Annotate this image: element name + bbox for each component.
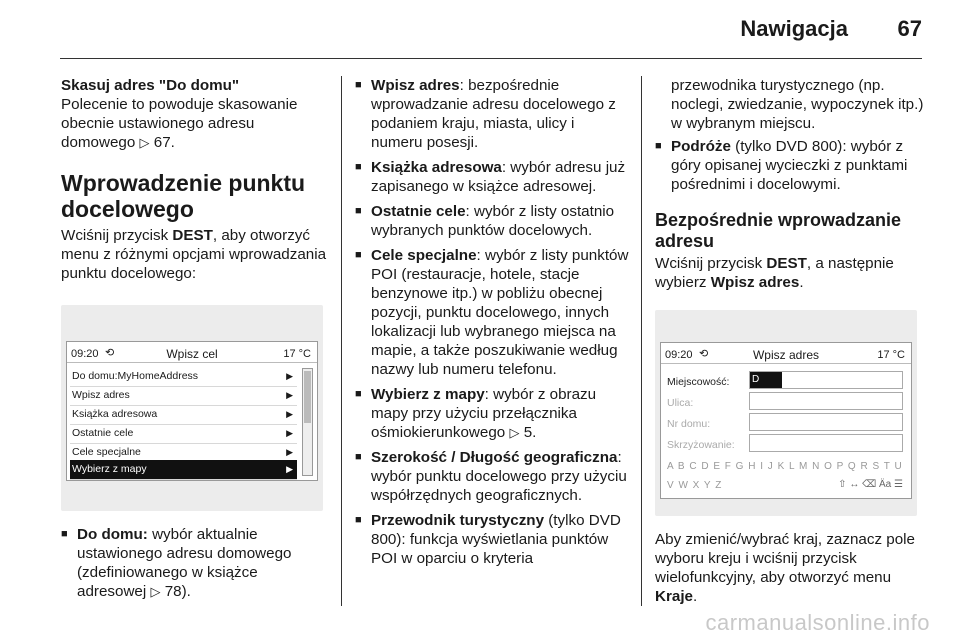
street-field[interactable] — [749, 392, 903, 410]
menu-item[interactable]: Do domu:MyHomeAddress ▶ — [70, 367, 297, 387]
paragraph-intro: Wciśnij przycisk DEST, aby otworzyć menu z różnymi opcjami wprowadzania punktu docelowego: — [61, 227, 327, 282]
bullet-enter-address: ■ Wpisz adres: bezpośrednie wprowadzanie adresu docelowego z podaniem kraju, miasta, ulicy i numeru posesji. — [355, 76, 630, 152]
city-field-value: D — [750, 372, 782, 388]
label-street: Ulica: — [667, 397, 694, 409]
page-ref-icon: ▷ — [509, 425, 520, 440]
back-icon: ⟲ — [105, 347, 115, 359]
paragraph-direct-entry: Wciśnij przycisk DEST, a następnie wybierz Wpisz adres. — [655, 255, 894, 291]
menu-item[interactable]: Książka adresowa ▶ — [70, 405, 297, 425]
bullet-address-book: ■ Książka adresowa: wybór adresu już zapisanego w książce adresowej. — [355, 158, 630, 196]
column-2 — [355, 76, 630, 574]
column-3 — [655, 76, 925, 610]
section-title: Nawigacja — [740, 16, 848, 41]
label-crossing: Skrzyżowanie: — [667, 439, 735, 451]
watermark: carmanualsonline.info — [705, 610, 930, 635]
column-divider-1 — [341, 76, 342, 606]
bullet-trips: ■ Podróże (tylko DVD 800): wybór z góry opisanej wycieczki z punktami pośrednimi i docelowymi. — [655, 137, 925, 194]
crossing-field[interactable] — [749, 434, 903, 452]
letter-keyboard[interactable]: A B C D E F G H I J K L M N O P Q R S T U V W X Y Z — [667, 461, 903, 491]
menu-item[interactable]: Ostatnie cele ▶ — [70, 424, 297, 444]
temperature: 17 °C — [283, 348, 311, 360]
arrow-right-icon: ▶ — [286, 390, 293, 400]
heading-destination-entry: Wprowadzenie punktu docelowego — [61, 170, 306, 222]
house-number-field[interactable] — [749, 413, 903, 431]
arrow-right-icon: ▶ — [286, 371, 293, 381]
city-field[interactable] — [749, 371, 903, 389]
temperature: 17 °C — [877, 349, 905, 361]
label-city: Miejscowość: — [667, 376, 730, 388]
heading-direct-entry: Bezpośrednie wprowadzanie adresu — [655, 210, 902, 251]
paragraph-continued: przewodnika turystycznego (np. noclegi, zwiedzanie, wypoczynek itp.) w wybranym miejscu. — [671, 77, 924, 132]
label-house-number: Nr domu: — [667, 418, 711, 430]
column-1 — [61, 76, 331, 607]
keyboard-function-icons[interactable]: ⇧ ↔ ⌫ Äa ☰ — [838, 479, 903, 490]
page-ref-icon: ▷ — [139, 135, 150, 150]
scroll-thumb[interactable] — [304, 371, 311, 423]
screen-destination-menu — [61, 305, 323, 511]
arrow-right-icon: ▶ — [286, 428, 293, 438]
bullet-recent: ■ Ostatnie cele: wybór z listy ostatnio wybranych punktów docelowych. — [355, 202, 630, 240]
page-number: 67 — [897, 16, 922, 41]
screen-title: Wpisz cel — [166, 347, 218, 361]
screen-status-bar — [67, 342, 317, 363]
screen-status-bar — [661, 343, 911, 364]
header-rule — [60, 58, 922, 59]
page-ref-icon: ▷ — [150, 584, 161, 599]
menu-item[interactable]: Wpisz adres ▶ — [70, 386, 297, 406]
menu-item[interactable]: Cele specjalne ▶ — [70, 443, 297, 463]
screen-enter-address — [655, 310, 917, 516]
page-header — [0, 0, 960, 58]
back-icon: ⟲ — [699, 348, 709, 360]
bullet-coordinates: ■ Szerokość / Długość geograficzna: wybór punktu docelowego przy użyciu współrzędnych geograficznych. — [355, 448, 630, 505]
column-divider-2 — [641, 76, 642, 606]
bullet-home: ■ Do domu: wybór aktualnie ustawionego adresu domowego (zdefiniowanego w książce adresowej ▷ 78). — [61, 525, 331, 601]
scrollbar[interactable] — [302, 368, 313, 476]
screen-title: Wpisz adres — [752, 348, 820, 362]
heading-delete-home: Skasuj adres "Do domu" — [61, 77, 240, 94]
bullet-travel-guide: ■ Przewodnik turystyczny (tylko DVD 800): funkcja wyświetlania punktów POI w oparciu o kryteria — [355, 511, 630, 568]
paragraph-change-country: Aby zmienić/wybrać kraj, zaznacz pole wyboru kreju i wciśnij przycisk wielofunkcyjny, aby otworzyć menu Kraje. — [655, 531, 915, 605]
clock: 09:20 — [71, 348, 99, 360]
bullet-map: ■ Wybierz z mapy: wybór z obrazu mapy przy użyciu przełącznika ośmiokierunkowego ▷ 5. — [355, 385, 630, 442]
clock: 09:20 — [665, 349, 693, 361]
paragraph-delete-home: Polecenie to powoduje skasowanie obecnie ustawionego adresu domowego ▷ 67. — [61, 96, 298, 151]
menu-item-selected[interactable]: Wybierz z mapy ▶ — [70, 460, 297, 480]
arrow-right-icon: ▶ — [286, 409, 293, 419]
arrow-right-icon: ▶ — [286, 464, 293, 474]
arrow-right-icon: ▶ — [286, 447, 293, 457]
bullet-poi: ■ Cele specjalne: wybór z listy punktów POI (restauracje, hotele, stacje benzynowe itp.) w pobliżu obecnej pozycji, punktu docelowego, innych lokalizacji lub wybranego miejsca na mapie, a także poszukiwanie według nazwy lub numeru telefonu. — [355, 246, 630, 379]
